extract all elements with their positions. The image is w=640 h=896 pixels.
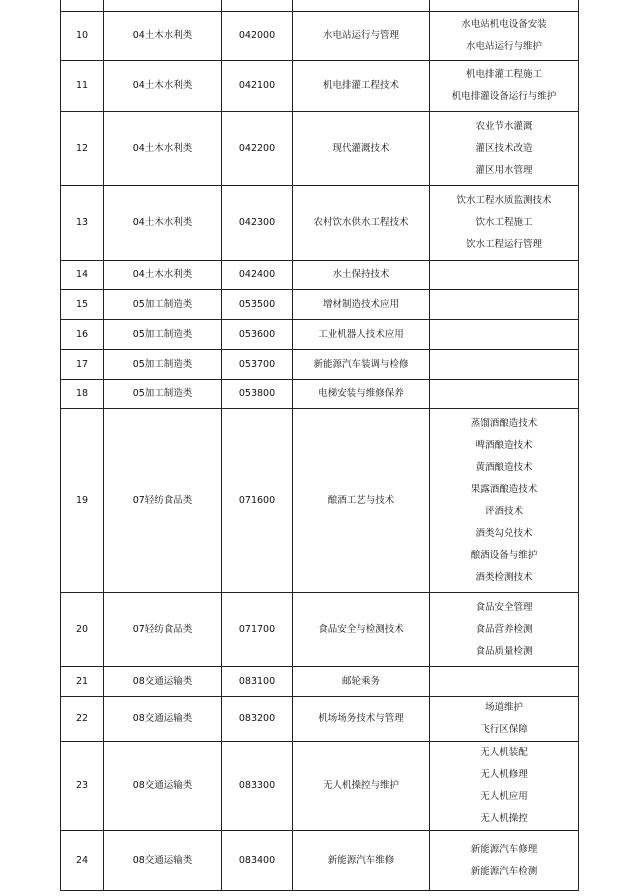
- category-cell: 08交通运输类: [104, 697, 222, 742]
- table-row: [61, 61, 579, 112]
- category-cell: 07轻纺食品类: [104, 409, 222, 593]
- direction-item: 蒸馏酒酿造技术: [470, 417, 538, 429]
- table-row: [61, 0, 579, 12]
- direction-item: 饮水工程水质监测技术: [456, 195, 552, 206]
- table-row: [61, 593, 579, 667]
- direction-item: 酿酒设备与维护: [470, 549, 538, 561]
- directions-cell: [430, 831, 579, 891]
- direction-item: 无人机装配: [480, 747, 528, 758]
- majors-table: [60, 0, 579, 891]
- code-cell: 083100: [222, 667, 293, 697]
- category-cell: 07轻纺食品类: [104, 593, 222, 667]
- major-name-cell: 酿酒工艺与技术: [293, 409, 430, 593]
- table-row: [61, 12, 579, 61]
- major-name-cell: 无人机操控与维护: [293, 742, 430, 831]
- category-cell: 04土木水利类: [104, 12, 222, 61]
- major-name-cell: 机场场务技术与管理: [293, 697, 430, 742]
- code-cell: 083300: [222, 742, 293, 831]
- major-name-cell: 增材制造技术应用: [293, 290, 430, 320]
- major-name-cell: 电梯安装与维修保养: [293, 380, 430, 409]
- category-cell: 04土木水利类: [104, 61, 222, 112]
- code-cell: [222, 0, 293, 12]
- direction-item: 黄酒酿造技术: [475, 461, 533, 473]
- code-cell: 042200: [222, 112, 293, 186]
- direction-item: 啤酒酿造技术: [475, 439, 533, 451]
- major-name-cell: 邮轮乘务: [293, 667, 430, 697]
- direction-item: 水电站机电设备安装: [461, 19, 547, 30]
- category-cell: 05加工制造类: [104, 290, 222, 320]
- direction-item: 场道维护: [484, 702, 523, 713]
- row-number: 20: [61, 593, 104, 667]
- row-number: 14: [61, 261, 104, 290]
- row-number: 15: [61, 290, 104, 320]
- code-cell: 071700: [222, 593, 293, 667]
- direction-item: 新能源汽车修理: [470, 843, 538, 855]
- code-cell: 053500: [222, 290, 293, 320]
- major-name-cell: 食品安全与检测技术: [293, 593, 430, 667]
- direction-item: 机电排灌工程施工: [465, 69, 542, 80]
- major-name-cell: 水电站运行与管理: [293, 12, 430, 61]
- code-cell: 071600: [222, 409, 293, 593]
- table-row: [61, 380, 579, 409]
- major-name-cell: 工业机器人技术应用: [293, 320, 430, 350]
- majors-table-body: [61, 0, 579, 891]
- row-number: 21: [61, 667, 104, 697]
- code-cell: 053600: [222, 320, 293, 350]
- table-row: [61, 290, 579, 320]
- row-number: 24: [61, 831, 104, 891]
- direction-item: 酒类勾兑技术: [475, 527, 533, 539]
- direction-item: 水电站运行与维护: [465, 41, 542, 52]
- direction-item: 灌区技术改造: [475, 142, 533, 154]
- category-cell: 05加工制造类: [104, 320, 222, 350]
- direction-item: 飞行区保障: [480, 724, 528, 735]
- direction-item: 灌区用水管理: [475, 164, 533, 176]
- major-name-cell: 现代灌溉技术: [293, 112, 430, 186]
- directions-cell: [430, 290, 579, 320]
- directions-cell: [430, 697, 579, 742]
- directions-cell: [430, 320, 579, 350]
- major-name-cell: 新能源汽车维修: [293, 831, 430, 891]
- row-number: 11: [61, 61, 104, 112]
- directions-cell: [430, 409, 579, 593]
- directions-cell: [430, 593, 579, 667]
- row-number: 17: [61, 350, 104, 380]
- direction-item: 饮水工程施工: [475, 217, 533, 228]
- directions-cell: [430, 61, 579, 112]
- direction-item: 饮水工程运行管理: [465, 239, 542, 250]
- direction-item: 食品质量检测: [475, 645, 533, 657]
- directions-cell: [430, 0, 579, 12]
- directions-cell: [430, 261, 579, 290]
- table-row: [61, 697, 579, 742]
- major-name-cell: 水土保持技术: [293, 261, 430, 290]
- table-row: [61, 667, 579, 697]
- code-cell: 053800: [222, 380, 293, 409]
- row-number: 12: [61, 112, 104, 186]
- row-number: 18: [61, 380, 104, 409]
- table-row: [61, 350, 579, 380]
- table-row: [61, 742, 579, 831]
- table-row: [61, 831, 579, 891]
- table-row: [61, 186, 579, 261]
- code-cell: 042400: [222, 261, 293, 290]
- major-name-cell: 农村饮水供水工程技术: [293, 186, 430, 261]
- directions-cell: [430, 380, 579, 409]
- category-cell: 05加工制造类: [104, 350, 222, 380]
- code-cell: 042000: [222, 12, 293, 61]
- code-cell: 042100: [222, 61, 293, 112]
- direction-item: 新能源汽车检测: [470, 865, 538, 877]
- code-cell: 083400: [222, 831, 293, 891]
- direction-item: 酒类检测技术: [475, 571, 533, 583]
- table-row: [61, 409, 579, 593]
- category-cell: 05加工制造类: [104, 380, 222, 409]
- row-number: 13: [61, 186, 104, 261]
- direction-item: 农业节水灌溉: [475, 120, 533, 132]
- category-cell: 04土木水利类: [104, 186, 222, 261]
- category-cell: 08交通运输类: [104, 667, 222, 697]
- table-row: [61, 320, 579, 350]
- row-number: 22: [61, 697, 104, 742]
- direction-item: 食品安全管理: [475, 601, 533, 613]
- directions-cell: [430, 112, 579, 186]
- directions-cell: [430, 12, 579, 61]
- direction-item: 无人机操控: [480, 813, 528, 824]
- directions-cell: [430, 350, 579, 380]
- major-name-cell: 机电排灌工程技术: [293, 61, 430, 112]
- category-cell: 08交通运输类: [104, 831, 222, 891]
- row-number: 10: [61, 12, 104, 61]
- major-name-cell: 新能源汽车装调与检修: [293, 350, 430, 380]
- row-number: [61, 0, 104, 12]
- direction-item: 机电排灌设备运行与维护: [451, 91, 557, 102]
- category-cell: 04土木水利类: [104, 112, 222, 186]
- row-number: 19: [61, 409, 104, 593]
- code-cell: 053700: [222, 350, 293, 380]
- directions-cell: [430, 742, 579, 831]
- row-number: 16: [61, 320, 104, 350]
- directions-cell: [430, 186, 579, 261]
- major-name-cell: [293, 0, 430, 12]
- category-cell: 08交通运输类: [104, 742, 222, 831]
- table-row: [61, 261, 579, 290]
- category-cell: 04土木水利类: [104, 261, 222, 290]
- code-cell: 042300: [222, 186, 293, 261]
- directions-cell: [430, 667, 579, 697]
- table-row: [61, 112, 579, 186]
- direction-item: 无人机修理: [480, 769, 528, 780]
- direction-item: 无人机应用: [480, 791, 528, 802]
- direction-item: 果露酒酿造技术: [470, 483, 538, 495]
- category-cell: [104, 0, 222, 12]
- direction-item: 评酒技术: [484, 505, 523, 517]
- code-cell: 083200: [222, 697, 293, 742]
- direction-item: 食品营养检测: [475, 623, 533, 635]
- row-number: 23: [61, 742, 104, 831]
